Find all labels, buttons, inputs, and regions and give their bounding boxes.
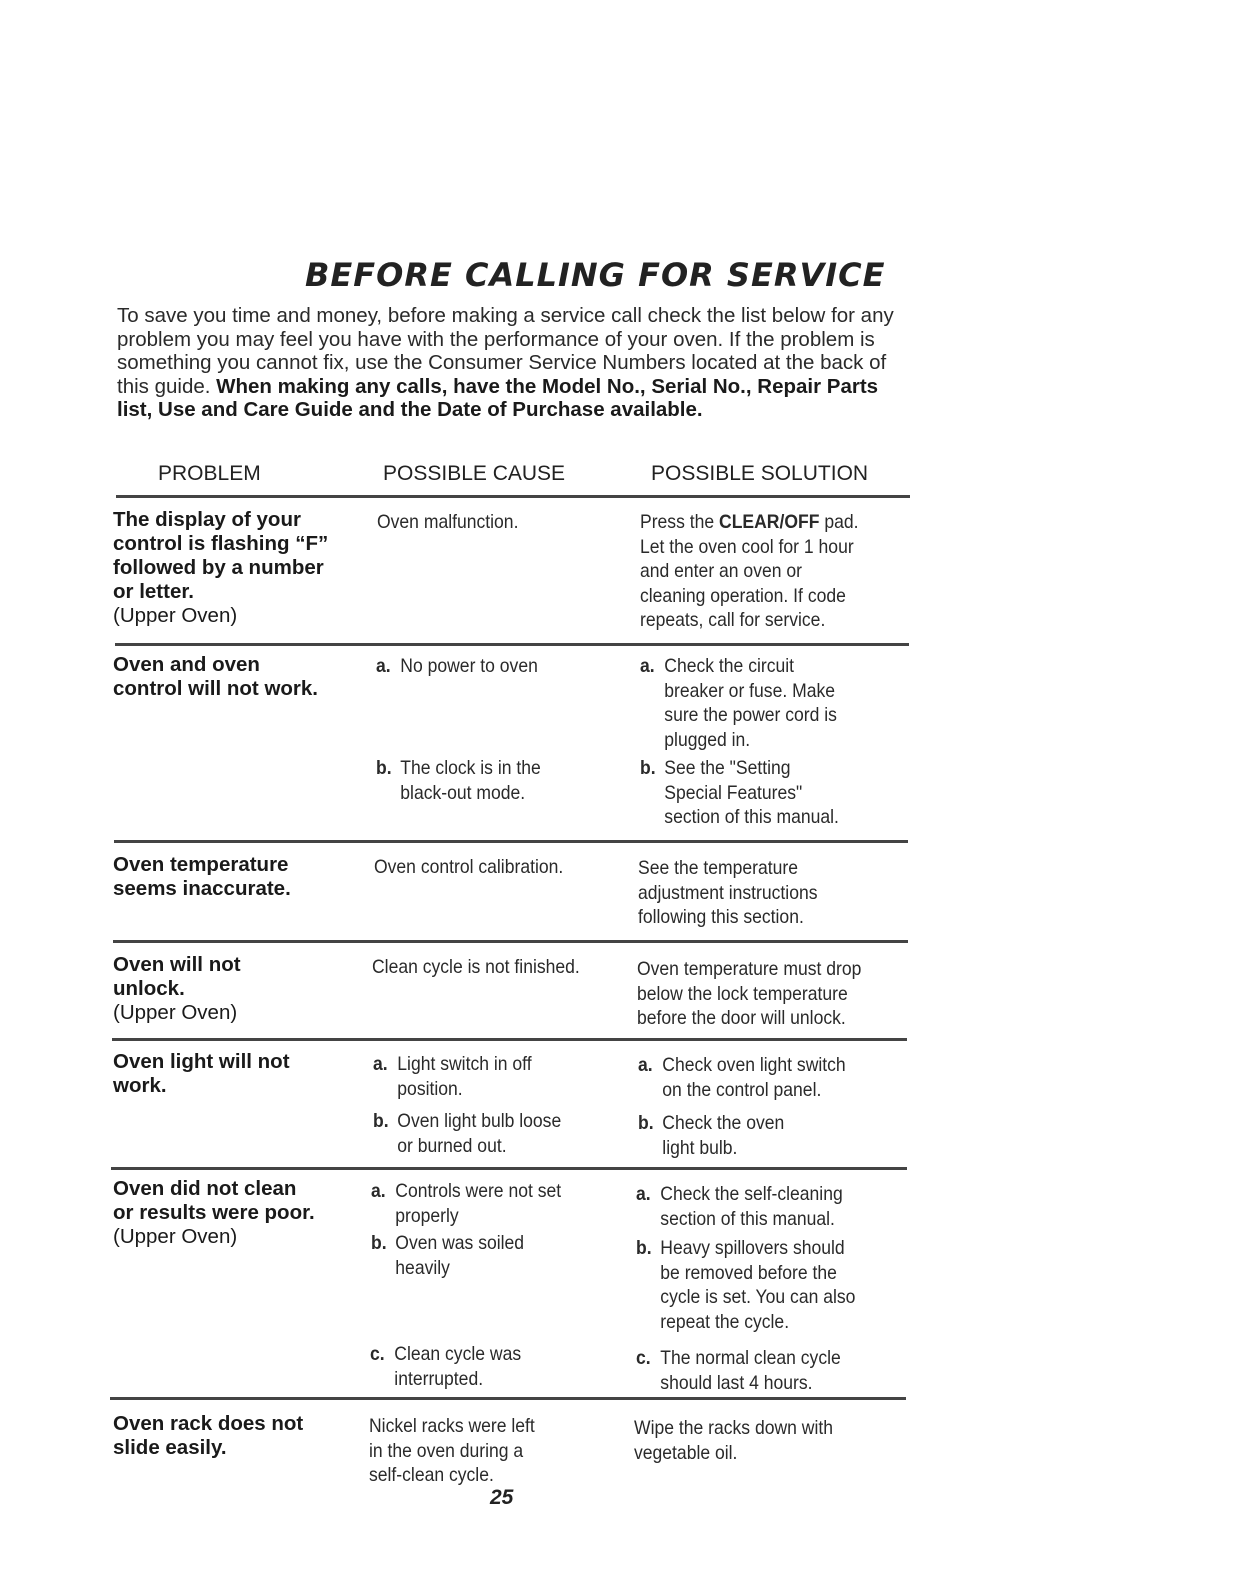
solution-cell: Wipe the racks down with vegetable oil.: [634, 1417, 833, 1464]
column-header-solution: POSSIBLE SOLUTION: [651, 462, 869, 485]
solution-cell: a. Check the circuit breaker or fuse. Make sure the power cord is plugged in.: [640, 655, 837, 751]
cause-cell: a. Light switch in off position.: [373, 1053, 532, 1100]
solution-cell: c. The normal clean cycle should last 4 hours.: [636, 1347, 841, 1394]
problem-cell: Oven will not unlock. (Upper Oven): [113, 953, 241, 1024]
column-header-cause: POSSIBLE CAUSE: [383, 462, 566, 485]
divider: [113, 940, 908, 943]
cause-cell: a. No power to oven: [376, 655, 538, 677]
problem-cell: Oven and oven control will not work.: [113, 653, 318, 700]
cause-cell: b. The clock is in the black-out mode.: [376, 757, 541, 804]
intro-bold: Purchase available.: [512, 398, 703, 421]
cause-cell: c. Clean cycle was interrupted.: [370, 1343, 522, 1390]
upper-oven-note: (Upper Oven): [113, 1001, 238, 1024]
intro-line: located at the back of this guide.: [117, 351, 887, 398]
intro-line: the problem is something you cannot fix, use the Consumer Service Numbers: [117, 327, 875, 374]
intro-bold: No., Serial No., Repair Parts list, Use and Care Guide and the Date of: [117, 374, 879, 421]
page-title: BEFORE CALLING FOR SERVICE: [305, 256, 886, 294]
intro-line: To save you time and money, before making a service call check the list below: [117, 304, 826, 327]
solution-cell: b. Check the oven light bulb.: [638, 1112, 785, 1159]
solution-cell: Oven temperature must drop below the lock temperature before the door will unlock.: [637, 958, 862, 1029]
intro-line: for any problem you may feel you have with the performance of your oven. If: [117, 304, 894, 351]
solution-cell: See the temperature adjustment instructions following this section.: [638, 857, 818, 928]
cause-cell: Clean cycle is not finished.: [372, 956, 580, 978]
solution-cell: a. Check the self-cleaning section of this manual.: [636, 1183, 843, 1230]
solution-cell: a. Check oven light switch on the control panel.: [638, 1054, 846, 1101]
page-number: 25: [490, 1486, 514, 1509]
divider: [112, 1038, 907, 1041]
problem-cell: The display of your control is flashing “F” followed by a number or letter. (Upper Oven): [113, 508, 329, 627]
divider: [114, 840, 908, 843]
cause-cell: b. Oven light bulb loose or burned out.: [373, 1110, 562, 1157]
problem-cell: Oven did not clean or results were poor. (Upper Oven): [113, 1177, 315, 1248]
problem-cell: Oven rack does not slide easily.: [113, 1412, 304, 1459]
solution-cell: b. Heavy spillovers should be removed before the cycle is set. You can also repeat the cycle.: [636, 1237, 856, 1333]
divider: [111, 1167, 907, 1170]
problem-cell: Oven temperature seems inaccurate.: [113, 853, 291, 900]
divider: [116, 495, 910, 498]
column-header-problem: PROBLEM: [158, 462, 261, 485]
upper-oven-note: (Upper Oven): [113, 1225, 238, 1248]
solution-cell: b. See the "Setting Special Features" section of this manual.: [640, 757, 839, 828]
problem-cell: Oven light will not work.: [113, 1050, 290, 1097]
intro-bold: When making any calls, have the Model: [216, 374, 602, 398]
upper-oven-note: (Upper Oven): [113, 604, 238, 627]
intro-paragraph: [117, 304, 917, 422]
cause-cell: Nickel racks were left in the oven during a self-clean cycle.: [369, 1415, 535, 1486]
cause-cell: b. Oven was soiled heavily: [371, 1232, 525, 1279]
cause-cell: Oven control calibration.: [374, 856, 564, 878]
solution-cell: Press the CLEAR/OFF pad. Let the oven cool for 1 hour and enter an oven or cleaning operation. If code repeats, call for service.: [640, 511, 859, 631]
cause-cell: Oven malfunction.: [377, 511, 519, 533]
cause-cell: a. Controls were not set properly: [371, 1180, 562, 1227]
divider: [115, 643, 909, 646]
divider: [110, 1397, 906, 1400]
